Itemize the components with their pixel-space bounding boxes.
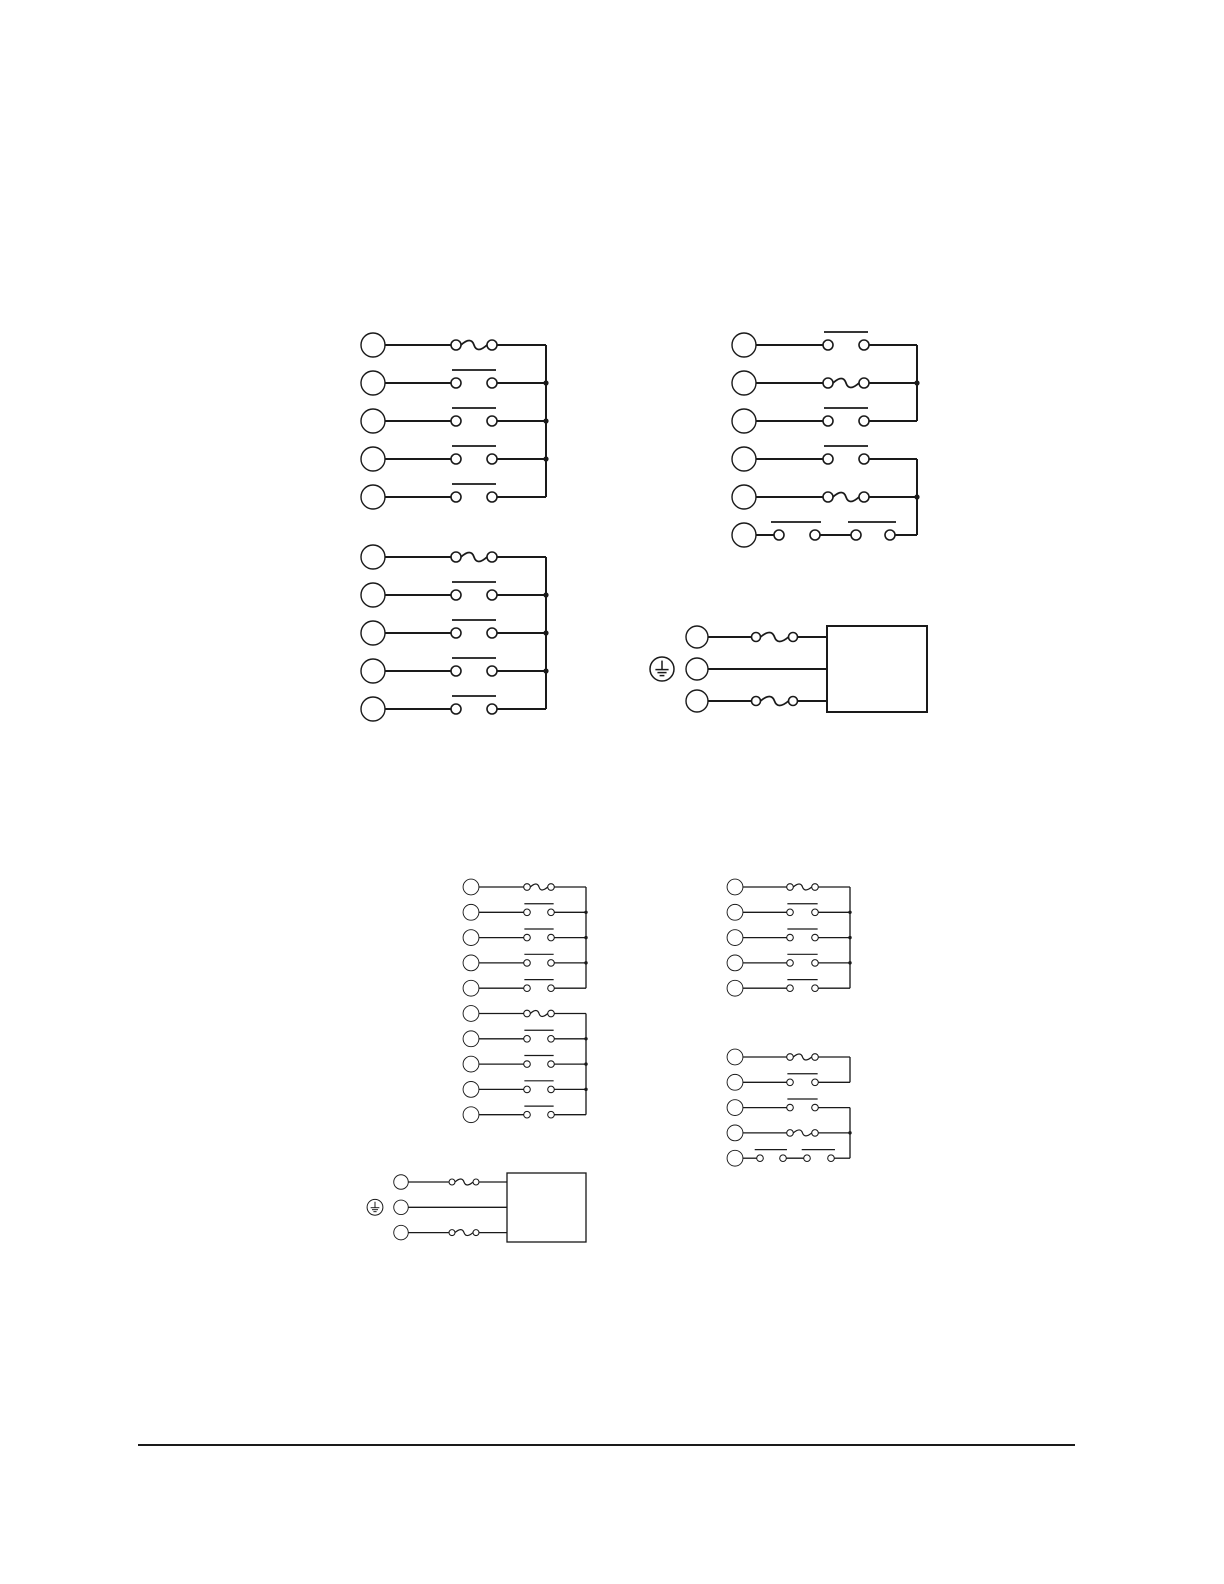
- contact-point: [548, 1010, 555, 1017]
- junction-dot: [914, 494, 919, 499]
- circuit-row: [361, 582, 549, 607]
- contact-point: [487, 552, 497, 562]
- contact-point: [812, 1104, 819, 1111]
- contact-point: [812, 1079, 819, 1086]
- terminal-circle: [361, 697, 385, 721]
- terminal-ring: [463, 955, 479, 971]
- terminal-circle: [727, 904, 743, 920]
- terminal-ring: [361, 447, 385, 471]
- terminal-ring: [727, 879, 743, 895]
- contact-point: [780, 1155, 787, 1162]
- fuse-element: [833, 493, 859, 502]
- contact-point: [823, 492, 833, 502]
- terminal-circle: [463, 1056, 479, 1072]
- terminal-circle: [361, 333, 385, 357]
- contact-point: [548, 1036, 555, 1043]
- contact-point: [787, 1054, 794, 1061]
- contact-point: [524, 884, 531, 891]
- contact-point: [524, 1061, 531, 1068]
- terminal-ring: [394, 1175, 409, 1190]
- contact-point: [548, 985, 555, 992]
- terminal-circle: [727, 930, 743, 946]
- power-transformer-box: [507, 1173, 586, 1242]
- power-row: [394, 1225, 507, 1240]
- terminal-circle: [463, 1006, 479, 1022]
- contact-point: [859, 378, 869, 388]
- fuse-element: [461, 553, 487, 562]
- terminal-circle: [727, 1049, 743, 1065]
- terminal-circle: [727, 879, 743, 895]
- fuse-element: [455, 1179, 473, 1185]
- circuit-row: [727, 954, 852, 971]
- contact-point: [449, 1179, 455, 1185]
- fuse-element: [530, 1011, 547, 1017]
- terminal-circle: [732, 447, 756, 471]
- contact-point: [548, 960, 555, 967]
- contact-point: [812, 884, 819, 891]
- circuit-row: [361, 620, 549, 645]
- terminal-ring: [463, 1056, 479, 1072]
- contact-point: [789, 697, 798, 706]
- terminal-circle: [727, 1074, 743, 1090]
- circuit-row: [727, 1150, 850, 1166]
- terminal-circle: [686, 690, 708, 712]
- contact-point: [487, 416, 497, 426]
- terminal-circle: [361, 583, 385, 607]
- contact-point: [487, 454, 497, 464]
- push-button-1-4-section: [361, 333, 549, 721]
- circuit-row: [361, 696, 546, 721]
- circuit-row: [727, 1074, 850, 1091]
- contact-point: [451, 628, 461, 638]
- main-function-section: [727, 1049, 852, 1166]
- terminal-circle: [727, 980, 743, 996]
- terminal-circle: [727, 1100, 743, 1116]
- contact-point: [451, 340, 461, 350]
- terminal-ring: [361, 659, 385, 683]
- terminal-ring: [463, 1107, 479, 1123]
- contact-point: [487, 590, 497, 600]
- contact-point: [787, 1079, 794, 1086]
- main-function-section: [732, 332, 920, 547]
- terminal-circle: [394, 1200, 409, 1215]
- contact-point: [524, 1036, 531, 1043]
- contact-point: [810, 530, 820, 540]
- junction-dot: [848, 1131, 851, 1134]
- contact-point: [548, 934, 555, 941]
- contact-point: [787, 960, 794, 967]
- circuit-row: [727, 879, 850, 895]
- terminal-circle: [686, 658, 708, 680]
- contact-point: [548, 884, 555, 891]
- contact-point: [524, 1111, 531, 1118]
- contact-point: [451, 552, 461, 562]
- contact-point: [823, 416, 833, 426]
- contact-point: [859, 416, 869, 426]
- terminal-ring: [463, 1031, 479, 1047]
- terminal-ring: [727, 1125, 743, 1141]
- power-row: [686, 690, 827, 712]
- terminal-circle: [463, 879, 479, 895]
- contact-point: [812, 909, 819, 916]
- fuse-element: [793, 1054, 811, 1060]
- terminal-circle: [727, 1125, 743, 1141]
- contact-point: [524, 909, 531, 916]
- power-section: [367, 1173, 586, 1242]
- fuse-element: [761, 633, 789, 642]
- terminal-circle: [732, 523, 756, 547]
- contact-point: [812, 960, 819, 967]
- circuit-row: [732, 371, 917, 395]
- circuit-row: [727, 904, 852, 921]
- fuse-element: [461, 341, 487, 350]
- contact-point: [451, 590, 461, 600]
- terminal-circle: [732, 485, 756, 509]
- contact-point: [524, 1010, 531, 1017]
- terminal-ring: [361, 371, 385, 395]
- terminal-ring: [727, 980, 743, 996]
- contact-point: [752, 633, 761, 642]
- terminal-circle: [394, 1225, 409, 1240]
- contact-point: [787, 884, 794, 891]
- terminal-circle: [463, 1107, 479, 1123]
- contact-point: [757, 1155, 764, 1162]
- circuit-row: [463, 1056, 588, 1072]
- fuse-element: [530, 884, 547, 890]
- terminal-ring: [361, 697, 385, 721]
- circuit-row: [463, 904, 588, 921]
- terminal-ring: [361, 333, 385, 357]
- terminal-circle: [686, 626, 708, 648]
- contact-point: [548, 1111, 555, 1118]
- circuit-row: [727, 929, 852, 946]
- large-wiring-diagram: [361, 332, 927, 721]
- circuit-row: [463, 929, 588, 946]
- circuit-row: [463, 1006, 586, 1022]
- contact-point: [487, 704, 497, 714]
- terminal-ring: [361, 485, 385, 509]
- contact-point: [752, 697, 761, 706]
- terminal-ring: [732, 409, 756, 433]
- circuit-row: [732, 485, 917, 509]
- terminal-circle: [732, 333, 756, 357]
- junction-dot: [914, 380, 919, 385]
- terminal-circle: [732, 409, 756, 433]
- contact-point: [812, 1054, 819, 1061]
- terminal-ring: [732, 371, 756, 395]
- contact-point: [885, 530, 895, 540]
- transformer-outline: [827, 626, 927, 712]
- contact-point: [787, 909, 794, 916]
- terminal-ring: [463, 879, 479, 895]
- contact-point: [524, 934, 531, 941]
- contact-point: [451, 454, 461, 464]
- circuit-row: [727, 1049, 850, 1065]
- contact-point: [812, 934, 819, 941]
- circuit-row: [361, 408, 549, 433]
- terminal-circle: [463, 904, 479, 920]
- contact-point: [451, 704, 461, 714]
- terminal-circle: [463, 980, 479, 996]
- contact-point: [787, 934, 794, 941]
- contact-point: [451, 378, 461, 388]
- power-row: [394, 1175, 507, 1190]
- circuit-row: [732, 408, 917, 433]
- terminal-circle: [361, 485, 385, 509]
- terminal-ring: [463, 980, 479, 996]
- terminal-ring: [727, 1100, 743, 1116]
- push-button-1-4-section: [463, 879, 588, 1123]
- fuse-element: [793, 884, 811, 890]
- contact-point: [828, 1155, 835, 1162]
- circuit-row: [361, 658, 549, 683]
- footer-rule: [138, 1444, 1075, 1446]
- circuit-row: [732, 446, 917, 471]
- terminal-circle: [732, 371, 756, 395]
- terminal-ring: [394, 1200, 409, 1215]
- terminal-circle: [463, 1081, 479, 1097]
- terminal-circle: [361, 409, 385, 433]
- terminal-ring: [727, 904, 743, 920]
- contact-point: [473, 1179, 479, 1185]
- circuit-row: [463, 1106, 586, 1122]
- circuit-row: [463, 954, 588, 971]
- transformer-outline: [507, 1173, 586, 1242]
- fuse-element: [793, 1130, 811, 1136]
- fuse-element: [761, 697, 789, 706]
- terminal-ring: [732, 447, 756, 471]
- power-row: [367, 1199, 507, 1215]
- contact-point: [787, 1130, 794, 1137]
- contact-point: [524, 985, 531, 992]
- terminal-ring: [727, 1049, 743, 1065]
- terminal-circle: [361, 447, 385, 471]
- contact-point: [812, 985, 819, 992]
- terminal-circle: [727, 955, 743, 971]
- circuit-row: [361, 545, 546, 569]
- contact-point: [473, 1230, 479, 1236]
- circuit-row: [361, 370, 549, 395]
- circuit-row: [463, 879, 586, 895]
- contact-point: [548, 909, 555, 916]
- circuit-row: [361, 484, 546, 509]
- circuit-row: [463, 1081, 588, 1098]
- circuit-row: [727, 980, 850, 997]
- contact-point: [487, 666, 497, 676]
- terminal-circle: [463, 930, 479, 946]
- terminal-circle: [361, 621, 385, 645]
- terminal-ring: [361, 621, 385, 645]
- contact-point: [524, 960, 531, 967]
- terminal-ring: [463, 1006, 479, 1022]
- circuit-row: [732, 332, 917, 357]
- fuse-element: [833, 379, 859, 388]
- contact-point: [859, 454, 869, 464]
- contact-point: [823, 454, 833, 464]
- contact-point: [787, 985, 794, 992]
- contact-point: [548, 1061, 555, 1068]
- push-button-5-6-section: [727, 879, 852, 996]
- contact-point: [487, 628, 497, 638]
- contact-point: [451, 492, 461, 502]
- terminal-ring: [686, 658, 708, 680]
- power-transformer-box: [827, 626, 927, 712]
- ground-icon: [367, 1199, 383, 1215]
- terminal-circle: [463, 955, 479, 971]
- contact-point: [823, 340, 833, 350]
- terminal-ring: [394, 1225, 409, 1240]
- circuit-row: [732, 522, 917, 547]
- terminal-ring: [727, 1150, 743, 1166]
- contact-point: [787, 1104, 794, 1111]
- contact-point: [548, 1086, 555, 1093]
- terminal-ring: [361, 583, 385, 607]
- circuit-row: [463, 1030, 588, 1047]
- terminal-ring: [727, 955, 743, 971]
- contact-point: [487, 378, 497, 388]
- terminal-circle: [394, 1175, 409, 1190]
- terminal-circle: [463, 1031, 479, 1047]
- small-wiring-diagram: [367, 879, 852, 1242]
- terminal-ring: [463, 904, 479, 920]
- contact-point: [851, 530, 861, 540]
- contact-point: [859, 492, 869, 502]
- power-section: [650, 626, 927, 712]
- circuit-row: [463, 980, 586, 997]
- terminal-ring: [732, 333, 756, 357]
- contact-point: [859, 340, 869, 350]
- power-row: [686, 626, 827, 648]
- circuit-row: [361, 333, 546, 357]
- terminal-ring: [727, 930, 743, 946]
- terminal-circle: [361, 659, 385, 683]
- terminal-ring: [361, 545, 385, 569]
- circuit-row: [361, 446, 549, 471]
- contact-point: [812, 1130, 819, 1137]
- terminal-ring: [463, 1081, 479, 1097]
- contact-point: [451, 666, 461, 676]
- terminal-ring: [686, 626, 708, 648]
- terminal-ring: [727, 1074, 743, 1090]
- contact-point: [774, 530, 784, 540]
- contact-point: [487, 492, 497, 502]
- terminal-ring: [361, 409, 385, 433]
- circuit-row: [727, 1099, 850, 1115]
- terminal-ring: [463, 930, 479, 946]
- circuit-row: [727, 1125, 850, 1141]
- terminal-circle: [727, 1150, 743, 1166]
- terminal-ring: [732, 523, 756, 547]
- terminal-circle: [361, 545, 385, 569]
- ground-icon: [650, 657, 674, 681]
- terminal-ring: [732, 485, 756, 509]
- contact-point: [804, 1155, 811, 1162]
- contact-point: [449, 1230, 455, 1236]
- terminal-circle: [361, 371, 385, 395]
- fuse-element: [455, 1230, 473, 1236]
- contact-point: [524, 1086, 531, 1093]
- contact-point: [487, 340, 497, 350]
- terminal-ring: [686, 690, 708, 712]
- contact-point: [823, 378, 833, 388]
- contact-point: [451, 416, 461, 426]
- power-row: [650, 657, 827, 681]
- contact-point: [789, 633, 798, 642]
